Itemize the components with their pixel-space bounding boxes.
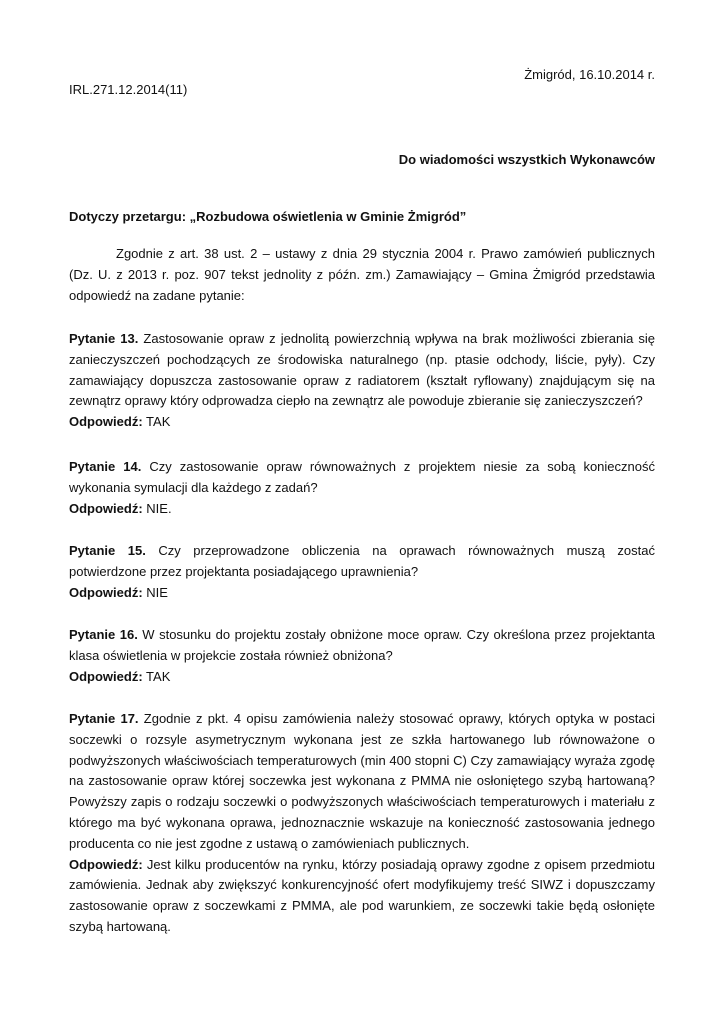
answer-text: NIE.: [142, 500, 172, 516]
question-label: Pytanie 17.: [69, 711, 139, 726]
question-17: [69, 709, 655, 938]
answer-text: TAK: [142, 414, 171, 430]
question-14: [69, 457, 655, 519]
question-16: [69, 625, 655, 687]
document-date: Żmigród, 16.10.2014 r.: [524, 67, 655, 82]
question-label: Pytanie 13.: [69, 331, 139, 346]
question-text: Zgodnie z pkt. 4 opisu zamówienia należy stosować oprawy, których optyka w postaci soczewki o rozsyle asymetrycznym wykonana jest ze szkła hartowanego lub równoważone o podwyższonych właściwościach temperaturowych (min 400 stopni C) Czy zamawiający wyraża zgodę na zastosowanie opraw której soczewka jest wykonana z PMMA nie osłoniętego szybą hartowaną? Powyższy zapis o rodzaju soczewki o podwyższonych właściwościach temperaturowych i materiału z którego ma być wykonana oprawa, jednoznacznie wskazuje na konieczność zastosowania jednego producenta co nie jest zgodne z ustawą o zamówieniach publicznych.: [69, 711, 655, 851]
answer-text: TAK: [142, 668, 171, 684]
intro-paragraph: Zgodnie z art. 38 ust. 2 – ustawy z dnia 29 stycznia 2004 r. Prawo zamówień publicznych (Dz. U. z 2013 r. poz. 907 tekst jednolity z późn. zm.) Zamawiający – Gmina Żmigród przedstawia odpowiedź na zadane pytanie:: [69, 246, 655, 303]
question-13: [69, 329, 655, 433]
reference-number: IRL.271.12.2014(11): [69, 82, 188, 97]
subject-line: Dotyczy przetargu: „Rozbudowa oświetlenia w Gminie Żmigród”: [69, 209, 467, 224]
answer-label: Odpowiedź:: [69, 856, 143, 872]
question-text: Czy zastosowanie opraw równoważnych z projektem niesie za sobą konieczność wykonania symulacji dla każdego z zadań?: [69, 459, 655, 495]
question-15: [69, 541, 655, 603]
question-text: Czy przeprowadzone obliczenia na oprawach równoważnych muszą zostać potwierdzone przez projektanta posiadającego uprawnienia?: [69, 543, 655, 579]
question-text: Zastosowanie opraw z jednolitą powierzchnią wpływa na brak możliwości zbierania się zanieczyszczeń pochodzących ze środowiska naturalnego (np. ptasie odchody, liście, pyły). Czy zamawiający dopuszcza zastosowanie opraw z radiatorem (kształt ryflowany) znajdującym się na zewnątrz oprawy który odprowadza ciepło na zewnątrz ale powoduje zbieranie się zanieczyszczeń?: [69, 331, 655, 409]
answer-label: Odpowiedź:: [69, 414, 143, 430]
answer-label: Odpowiedź:: [69, 668, 143, 684]
question-label: Pytanie 15.: [69, 543, 146, 558]
question-label: Pytanie 16.: [69, 627, 138, 642]
answer-label: Odpowiedź:: [69, 500, 143, 516]
answer-label: Odpowiedź:: [69, 584, 143, 600]
recipient-line: Do wiadomości wszystkich Wykonawców: [398, 152, 655, 167]
answer-text: Jest kilku producentów na rynku, którzy posiadają oprawy zgodne z opisem przedmiotu zamówienia. Jednak aby zwiększyć konkurencyjność ofert modyfikujemy treść SIWZ i dopuszczamy zastosowanie opraw z soczewkami z PMMA, ale pod warunkiem, ze soczewki takie będą osłonięte szybą hartowaną.: [69, 856, 655, 934]
question-text: W stosunku do projektu zostały obniżone moce opraw. Czy określona przez projektanta klasa oświetlenia w projekcie została również obniżona?: [69, 627, 655, 663]
question-label: Pytanie 14.: [69, 459, 142, 474]
answer-text: NIE: [142, 584, 168, 600]
